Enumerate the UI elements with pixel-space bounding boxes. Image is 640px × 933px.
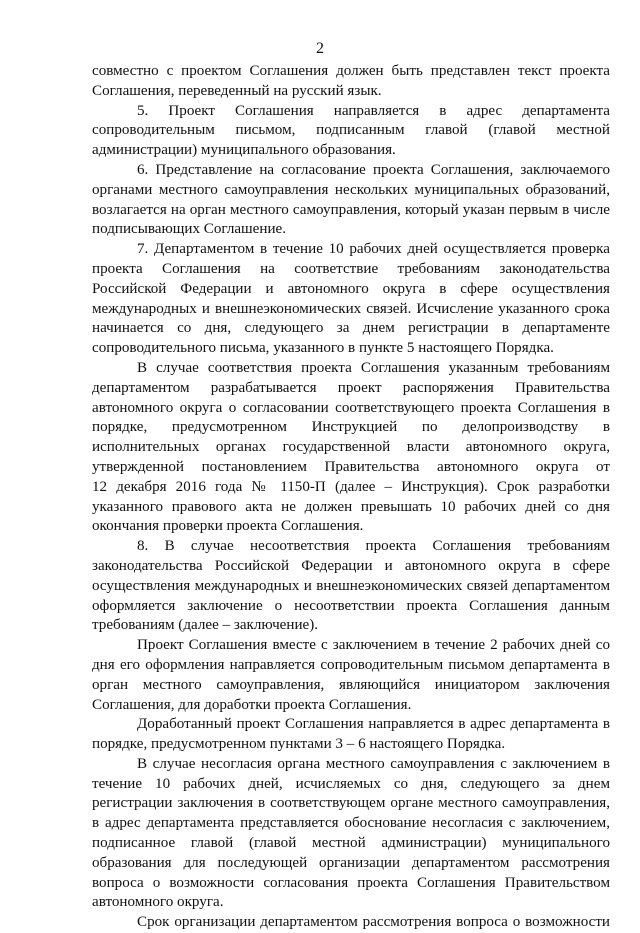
text-line: 12 декабря 2016 года № 1150-П (далее – Инструкция). Срок разработки: [92, 478, 610, 495]
text-line: подписывающих Соглашение.: [92, 221, 287, 238]
text-line: 7. Департаментом в течение 10 рабочих дней осуществляется проверка: [137, 241, 610, 258]
text-line: Соглашения, переведенный на русский язык.: [92, 82, 382, 99]
text-line: 6. Представление на согласование проекта Соглашения, заключаемого: [137, 161, 610, 178]
text-line: дня его оформления направляется сопроводительным письмом департамента в: [92, 656, 610, 673]
text-line: порядке, предусмотренном пунктами 3 – 6 настоящего Порядка.: [92, 736, 506, 753]
text-line: течение 10 рабочих дней, исчисляемых со дня, следующего за днем: [92, 775, 610, 792]
text-line: проекта Соглашения на соответствие требованиям законодательства: [92, 260, 610, 277]
text-line: Проект Соглашения вместе с заключением в течение 2 рабочих дней со: [137, 637, 610, 654]
text-line: порядке, предусмотренном Инструкцией по делопроизводству в: [92, 419, 610, 436]
text-line: 8. В случае несоответствия проекта Соглашения требованиям: [137, 538, 610, 555]
text-line: департаментом разрабатывается проект распоряжения Правительства: [92, 379, 610, 396]
text-line: В случае несогласия органа местного самоуправления с заключением в: [137, 755, 610, 772]
text-line: Соглашения, для доработки проекта Соглашения.: [92, 696, 412, 713]
text-line: окончания проверки проекта Соглашения.: [92, 518, 364, 535]
text-line: требованиям (далее – заключение).: [92, 617, 319, 634]
text-line: законодательства Российской Федерации и автономного округа в сфере: [92, 557, 610, 574]
text-line: осуществления международных и внешнеэкономических связей департаментом: [92, 577, 610, 594]
text-line: администрации) муниципального образования.: [92, 142, 396, 159]
text-line: оформляется заключение о несоответствии проекта Соглашения данным: [92, 597, 610, 614]
text-line: возлагается на орган местного самоуправления, который указан первым в числе: [92, 201, 610, 218]
text-line: Российской Федерации и автономного округа в сфере осуществления: [92, 280, 610, 297]
text-line: органами местного самоуправления нескольких муниципальных образований,: [92, 181, 610, 198]
text-line: образования для последующей организации департаментом рассмотрения: [92, 854, 610, 871]
text-line: регистрации заключения в соответствующем органе местного самоуправления,: [92, 795, 610, 812]
text-line: международных и внешнеэкономических связей. Исчисление указанного срока: [92, 300, 610, 317]
text-line: автономного округа о согласовании соответствующего проекта Соглашения в: [92, 399, 610, 416]
text-line: 5. Проект Соглашения направляется в адрес департамента: [137, 102, 610, 119]
text-line: совместно с проектом Соглашения должен быть представлен текст проекта: [92, 63, 610, 79]
text-line: вопроса о возможности согласования проекта Соглашения Правительством: [92, 874, 610, 891]
document-body: [92, 62, 610, 933]
page-number: 2: [316, 40, 324, 57]
text-line: В случае соответствия проекта Соглашения указанным требованиям: [137, 359, 610, 376]
text-line: сопроводительного письма, указанного в пункте 5 настоящего Порядка.: [92, 340, 554, 357]
text-line: автономного округа.: [92, 894, 224, 911]
text-line: указанного правового акта не должен превышать 10 рабочих дней со дня: [92, 498, 610, 515]
text-line: подписанное главой (главой местной администрации) муниципального: [92, 835, 610, 852]
text-line: Доработанный проект Соглашения направляется в адрес департамента в: [137, 716, 610, 733]
text-line: исполнительных органах государственной власти автономного округа,: [92, 439, 610, 456]
text-line: в адрес департамента представляется обоснование несогласия с заключением,: [92, 815, 610, 832]
text-line: сопроводительным письмом, подписанным главой (главой местной: [92, 122, 610, 139]
text-line: орган местного самоуправления, являющийся инициатором заключения: [92, 676, 610, 693]
text-line: начинается со дня, следующего за днем регистрации в департаменте: [92, 320, 610, 337]
text-line: Срок организации департаментом рассмотрения вопроса о возможности: [137, 914, 610, 931]
text-line: утвержденной постановлением Правительства автономного округа от: [92, 458, 610, 475]
